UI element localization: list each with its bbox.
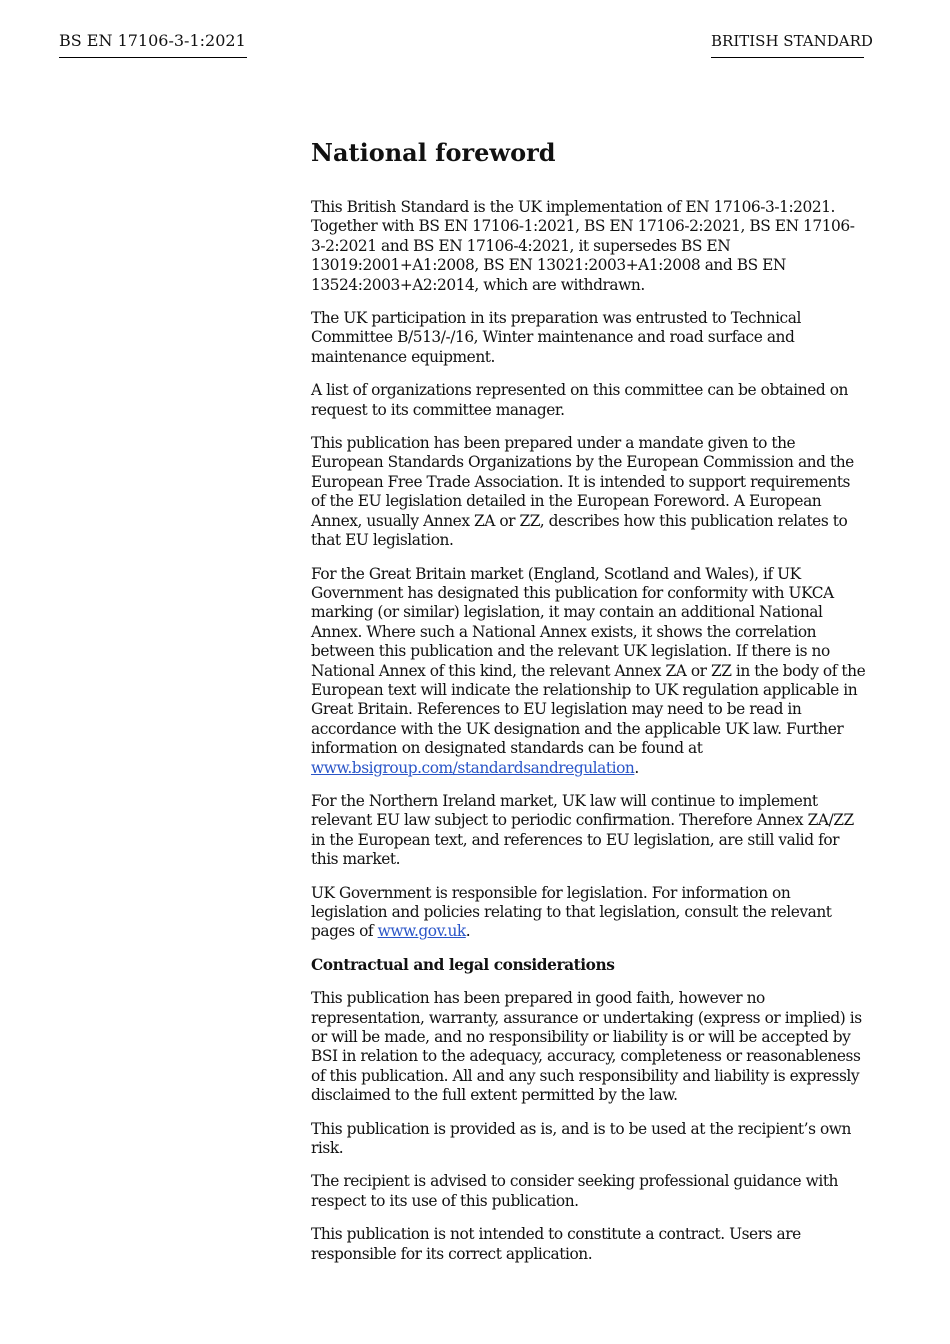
paragraph-organizations: A list of organizations represented on this committee can be obtained on request to its committee manager. bbox=[311, 381, 849, 419]
paragraph-committee: The UK participation in its preparation was entrusted to Technical Committee B/513/-/16, Winter maintenance and road surface and maintenance equipment. bbox=[311, 309, 801, 366]
header-document-id: BS EN 17106-3-1:2021 bbox=[59, 31, 247, 58]
subheading-contractual: Contractual and legal considerations bbox=[311, 955, 615, 974]
paragraph-mandate: This publication has been prepared under a mandate given to the European Standards Organizations by the European Commission and the European Free Trade Association. It is intended to support requirements of the EU legislation detailed in the European Foreword. A European Annex, usually Annex ZA or ZZ, describes how this publication relates to that EU legislation. bbox=[311, 434, 854, 550]
paragraph-guidance: The recipient is advised to consider seeking professional guidance with respect to its use of this publication. bbox=[311, 1172, 839, 1210]
gov-uk-link[interactable]: www.gov.uk bbox=[377, 922, 466, 941]
paragraph-implementation: This British Standard is the UK implementation of EN 17106-3-1:2021. Together with BS EN 17106-1:2021, BS EN 17106-2:2021, BS EN 17106-3-2:2021 and BS EN 17106-4:2021, it supersedes BS EN 13019:2001+A1:2008, BS EN 13021:2003+A1:2008 and BS EN 13524:2003+A2:2014, which are withdrawn. bbox=[311, 198, 855, 294]
page-title: National foreword bbox=[311, 138, 556, 167]
paragraph-uk-government-text: UK Government is responsible for legislation. For information on legislation and policies relating to that legislation, consult the relevant pages of bbox=[311, 883, 832, 941]
paragraph-own-risk: This publication is provided as is, and is to be used at the recipient’s own risk. bbox=[311, 1119, 851, 1158]
paragraph-great-britain bbox=[311, 565, 867, 778]
header-category: BRITISH STANDARD bbox=[711, 31, 864, 58]
paragraph-contract: This publication is not intended to constitute a contract. Users are responsible for its correct application. bbox=[311, 1225, 801, 1263]
foreword-section bbox=[311, 136, 867, 1278]
paragraph-great-britain-text: For the Great Britain market (England, Scotland and Wales), if UK Government has designated this publication for conformity with UKCA marking (or similar) legislation, it may contain an additional National Annex. Where such a National Annex exists, it shows the correlation between this publication and the relevant UK legislation. If there is no National Annex of this kind, the relevant Annex ZA or ZZ in the body of the European text will indicate the relationship to UK regulation applicable in Great Britain. References to EU legislation may need to be read in accordance with the UK designation and the applicable UK law. Further information on designated standards can be found at bbox=[311, 564, 866, 758]
paragraph-great-britain-end: . bbox=[634, 758, 639, 777]
bsigroup-link[interactable]: www.bsigroup.com/standardsandregulation bbox=[311, 758, 635, 777]
paragraph-uk-government-end: . bbox=[465, 922, 471, 941]
paragraph-uk-government bbox=[311, 884, 867, 942]
paragraph-northern-ireland: For the Northern Ireland market, UK law will continue to implement relevant EU law subject to periodic confirmation. Therefore Annex ZA/ZZ in the European text, and references to EU legislation, are still valid for this market. bbox=[311, 791, 854, 869]
paragraph-good-faith: This publication has been prepared in good faith, however no representation, warranty, assurance or undertaking (express or implied) is or will be made, and no responsibility or liability is or will be accepted by BSI in relation to the adequacy, accuracy, completeness or reasonableness of this publication. All and any such responsibility and liability is expressly disclaimed to the full extent permitted by the law. bbox=[311, 989, 862, 1105]
